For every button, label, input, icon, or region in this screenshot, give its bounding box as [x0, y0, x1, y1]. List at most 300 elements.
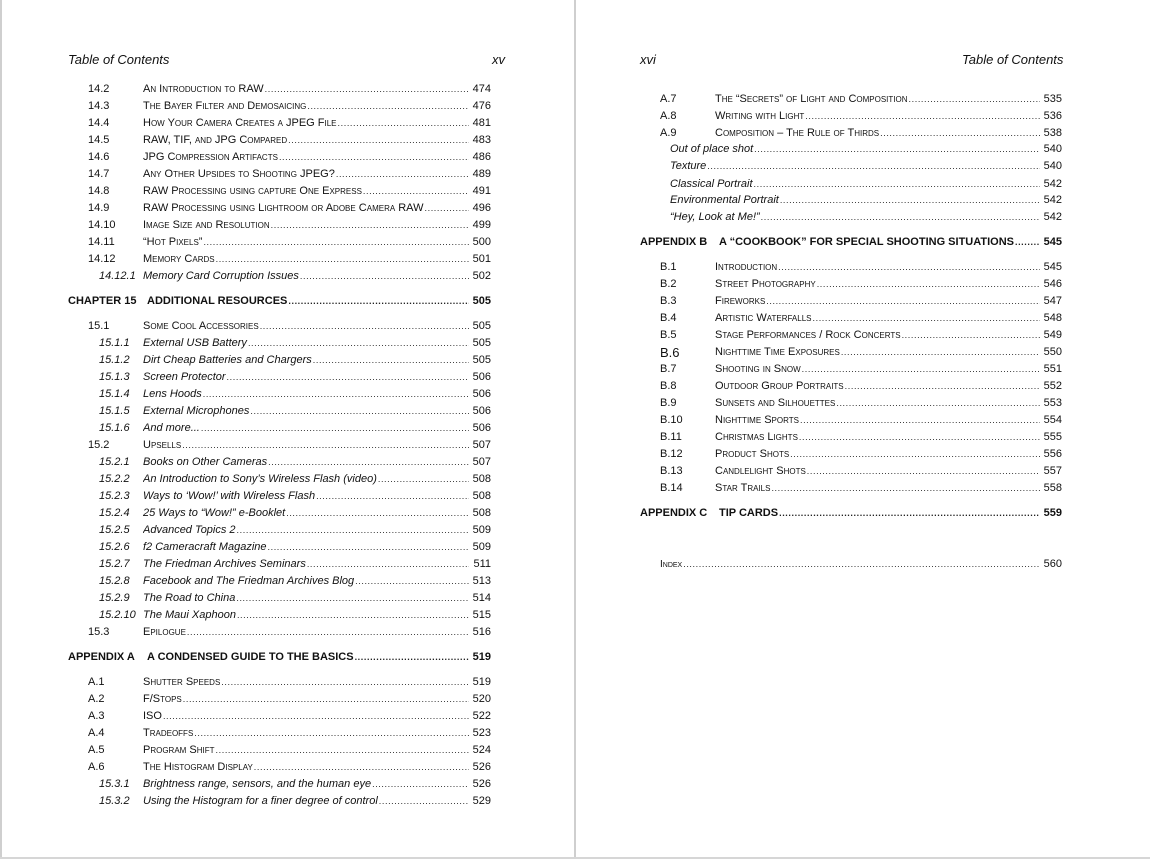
toc-entry-page: 550 — [1043, 346, 1062, 358]
toc-entry-page: 522 — [472, 710, 491, 722]
toc-entry — [68, 623, 491, 640]
toc-entry-title: Image Size and Resolution — [143, 219, 270, 231]
toc-entry-page: 519 — [472, 651, 491, 663]
toc-entry-number: 15.2 — [88, 439, 110, 451]
dot-leader — [201, 422, 469, 435]
toc-entry — [68, 402, 491, 419]
toc-entry-title: The Friedman Archives Seminars — [143, 558, 306, 570]
toc-entry-title: Advanced Topics 2 — [143, 524, 236, 536]
toc-entry-title: Out of place shot — [670, 143, 754, 155]
toc-entry-page: 526 — [472, 761, 491, 773]
toc-entry-page: 507 — [472, 439, 491, 451]
toc-entry-title: Star Trails — [715, 482, 771, 494]
toc-entry-title: Brightness range, sensors, and the human eye — [143, 778, 372, 790]
toc-entry-number: B.7 — [660, 363, 677, 375]
toc-entry-page: 506 — [472, 388, 491, 400]
toc-entry-number: A.3 — [88, 710, 105, 722]
toc-entry — [68, 606, 491, 623]
dot-leader — [378, 473, 469, 486]
toc-entry-number: 14.6 — [88, 151, 110, 163]
dot-leader — [300, 270, 469, 283]
toc-entry-title: “Hey, Look at Me!” — [670, 211, 760, 223]
toc-entry-page: 506 — [472, 371, 491, 383]
toc-entry — [68, 775, 491, 792]
toc-entry — [68, 648, 491, 665]
toc-entry — [68, 233, 491, 250]
dot-leader — [778, 261, 1040, 274]
toc-entry-title: The “Secrets” of Light and Composition — [715, 93, 908, 105]
dot-leader — [780, 194, 1040, 207]
toc-entry-title: Texture — [670, 160, 707, 172]
dot-leader — [182, 439, 469, 452]
dot-leader — [754, 143, 1040, 156]
toc-entry-title: The Maui Xaphoon — [143, 609, 236, 621]
toc-entry-number: A.6 — [88, 761, 105, 773]
toc-entry-number: 15.2.10 — [99, 609, 136, 621]
toc-entry — [68, 555, 491, 572]
dot-leader — [237, 524, 469, 537]
toc-entry — [640, 309, 1062, 326]
toc-entry-page: 529 — [472, 795, 491, 807]
toc-entry-page: 502 — [472, 270, 491, 282]
toc-entry-title: The Bayer Filter and Demosaicing — [143, 100, 307, 112]
dot-leader — [707, 160, 1040, 173]
toc-entry — [640, 377, 1062, 394]
toc-entry-page: 508 — [472, 507, 491, 519]
dot-leader — [163, 710, 469, 723]
toc-entry — [68, 470, 491, 487]
toc-entry-title: Facebook and The Friedman Archives Blog — [143, 575, 355, 587]
toc-entry-title: Memory Cards — [143, 253, 215, 265]
toc-entry-number: 15.1.2 — [99, 354, 130, 366]
toc-entry — [640, 326, 1062, 343]
toc-entry-title: Product Shots — [715, 448, 790, 460]
toc-entry-page: 501 — [472, 253, 491, 265]
dot-leader — [805, 110, 1040, 123]
left-header-page-number: xv — [492, 52, 505, 67]
dot-leader — [902, 329, 1040, 342]
toc-entry-page: 558 — [1043, 482, 1062, 494]
toc-entry-number: 15.1.4 — [99, 388, 130, 400]
toc-entry-number: CHAPTER 15 — [68, 295, 137, 307]
toc-entry-title: Ways to ‘Wow!’ with Wireless Flash — [143, 490, 316, 502]
toc-entry — [640, 292, 1062, 309]
toc-entry-title: Christmas Lights — [715, 431, 798, 443]
toc-entry-title: Any Other Upsides to Shooting JPEG? — [143, 168, 335, 180]
dot-leader — [425, 202, 470, 215]
toc-entry — [68, 368, 491, 385]
toc-entry-page: 545 — [1043, 236, 1062, 248]
toc-entry — [640, 462, 1062, 479]
toc-entry — [68, 521, 491, 538]
dot-leader — [307, 558, 469, 571]
toc-entry — [640, 360, 1062, 377]
toc-entry-number: B.11 — [660, 431, 682, 443]
toc-entry — [68, 80, 491, 97]
toc-entry-number: 15.2.5 — [99, 524, 130, 536]
toc-entry-title: An Introduction to Sony’s Wireless Flash (video) — [143, 473, 377, 485]
toc-entry-page: 481 — [472, 117, 491, 129]
toc-entry-title: RAW, TIF, and JPG Compared — [143, 134, 288, 146]
toc-entry-number: 14.12 — [88, 253, 116, 265]
toc-entry — [68, 165, 491, 182]
dot-leader — [336, 168, 469, 181]
toc-entry-page: 489 — [472, 168, 491, 180]
dot-leader — [355, 575, 469, 588]
toc-entry-title: Tradeoffs — [143, 727, 194, 739]
toc-entry-title: Epilogue — [143, 626, 186, 638]
toc-entry — [68, 148, 491, 165]
toc-entry — [68, 707, 491, 724]
toc-entry-number: 15.3.1 — [99, 778, 130, 790]
dot-leader — [288, 295, 469, 308]
dot-leader — [203, 388, 469, 401]
toc-entry-number: B.5 — [660, 329, 677, 341]
dot-leader — [216, 744, 469, 757]
toc-entry — [640, 394, 1062, 411]
toc-entry-number: APPENDIX B — [640, 236, 708, 248]
dot-leader — [800, 414, 1040, 427]
toc-entry-title: Some Cool Accessories — [143, 320, 259, 332]
toc-entry-number: A.1 — [88, 676, 105, 688]
toc-entry-number: 15.1.3 — [99, 371, 130, 383]
dot-leader — [1015, 236, 1040, 249]
toc-entry-number: B.13 — [660, 465, 683, 477]
toc-entry — [640, 90, 1062, 107]
toc-entry-number: B.12 — [660, 448, 683, 460]
dot-leader — [313, 354, 469, 367]
toc-entry-page: 509 — [472, 541, 491, 553]
toc-entry-title: A “COOKBOOK” FOR SPECIAL SHOOTING SITUATIONS — [719, 236, 1014, 248]
toc-entry — [68, 758, 491, 775]
toc-entry-number: B.3 — [660, 295, 677, 307]
toc-entry-page: 515 — [472, 609, 491, 621]
toc-entry-title: F/Stops — [143, 693, 182, 705]
toc-entry-page: 526 — [472, 778, 491, 790]
toc-entry — [640, 124, 1062, 141]
toc-entry — [68, 724, 491, 741]
toc-entry-title: RAW Processing using Lightroom or Adobe Camera RAW — [143, 202, 424, 214]
toc-entry-page: 555 — [1043, 431, 1062, 443]
toc-entry-number: 15.2.7 — [99, 558, 130, 570]
toc-entry-title: Outdoor Group Portraits — [715, 380, 844, 392]
toc-entry-page: 505 — [472, 354, 491, 366]
toc-entry — [68, 487, 491, 504]
dot-leader — [790, 448, 1040, 461]
toc-entry — [68, 351, 491, 368]
toc-entry — [640, 428, 1062, 445]
toc-entry-number: 15.2.9 — [99, 592, 130, 604]
toc-entry — [68, 292, 491, 309]
toc-entry-title: Writing with Light — [715, 110, 805, 122]
toc-entry-number: 14.10 — [88, 219, 116, 231]
toc-entry-number: 15.2.2 — [99, 473, 130, 485]
dot-leader — [221, 676, 469, 689]
toc-entry — [68, 419, 491, 436]
toc-entry-title: Composition – The Rule of Thirds — [715, 127, 880, 139]
dot-leader — [909, 93, 1040, 106]
toc-entry-title: Dirt Cheap Batteries and Chargers — [143, 354, 312, 366]
toc-entry-number: 14.2 — [88, 83, 110, 95]
toc-entry — [640, 343, 1062, 360]
toc-entry-number: A.4 — [88, 727, 105, 739]
toc-entry-title: Screen Protector — [143, 371, 226, 383]
toc-entry-number: A.9 — [660, 127, 677, 139]
toc-entry — [68, 334, 491, 351]
toc-entry-title: Fireworks — [715, 295, 766, 307]
toc-entry-title: Environmental Portrait — [670, 194, 779, 206]
toc-entry-number: 14.5 — [88, 134, 110, 146]
toc-entry-title: Using the Histogram for a finer degree of control — [143, 795, 378, 807]
toc-entry-number: 15.2.8 — [99, 575, 130, 587]
dot-leader — [841, 346, 1040, 359]
toc-entry-page: 547 — [1043, 295, 1062, 307]
dot-leader — [265, 83, 469, 96]
dot-leader — [288, 134, 469, 147]
toc-entry-title: An Introduction to RAW — [143, 83, 264, 95]
toc-entry — [68, 741, 491, 758]
toc-entry — [68, 538, 491, 555]
toc-entry-number: 15.2.3 — [99, 490, 130, 502]
dot-leader — [880, 127, 1040, 140]
toc-entry-page: 554 — [1043, 414, 1062, 426]
toc-entry-title: How Your Camera Creates a JPEG File — [143, 117, 337, 129]
toc-entry — [68, 792, 491, 809]
toc-entry-title: Index — [660, 559, 683, 570]
toc-entry-page: 519 — [472, 676, 491, 688]
toc-entry-number: 15.2.6 — [99, 541, 130, 553]
toc-entry-number: 15.1.6 — [99, 422, 130, 434]
toc-entry-title: Upsells — [143, 439, 182, 451]
toc-entry-number: B.2 — [660, 278, 677, 290]
toc-entry-page: 505 — [472, 337, 491, 349]
toc-entry-page: 508 — [472, 473, 491, 485]
toc-entry-number: 15.3.2 — [99, 795, 130, 807]
toc-entry-page: 542 — [1043, 178, 1062, 190]
toc-entry-page: 535 — [1043, 93, 1062, 105]
toc-entry — [640, 555, 1062, 572]
toc-entry-number: 15.2.4 — [99, 507, 130, 519]
dot-leader — [372, 778, 469, 791]
toc-entry-title: Stage Performances / Rock Concerts — [715, 329, 901, 341]
toc-entry-title: ADDITIONAL RESOURCES — [147, 295, 288, 307]
toc-entry-page: 513 — [472, 575, 491, 587]
right-header-title: Table of Contents — [962, 52, 1064, 67]
toc-entry — [640, 208, 1062, 225]
toc-entry-page: 523 — [472, 727, 491, 739]
toc-entry — [640, 157, 1062, 174]
toc-entry — [640, 275, 1062, 292]
toc-entry-number: APPENDIX A — [68, 651, 135, 663]
dot-leader — [236, 592, 469, 605]
toc-entry — [640, 233, 1062, 250]
dot-leader — [355, 651, 469, 664]
toc-entry-number: A.8 — [660, 110, 677, 122]
dot-leader — [813, 312, 1041, 325]
toc-entry — [68, 250, 491, 267]
toc-entry — [640, 107, 1062, 124]
toc-entry-number: 14.3 — [88, 100, 110, 112]
toc-entry-title: Sunsets and Silhouettes — [715, 397, 836, 409]
toc-entry — [68, 97, 491, 114]
toc-entry — [640, 175, 1062, 192]
toc-entry-title: f2 Cameracraft Magazine — [143, 541, 267, 553]
toc-entry — [68, 589, 491, 606]
toc-entry-page: 474 — [472, 83, 491, 95]
toc-entry — [68, 436, 491, 453]
dot-leader — [254, 761, 469, 774]
toc-entry-number: B.8 — [660, 380, 677, 392]
dot-leader — [268, 541, 470, 554]
toc-entry — [68, 216, 491, 233]
toc-entry-number: A.5 — [88, 744, 105, 756]
dot-leader — [248, 337, 469, 350]
toc-entry — [640, 258, 1062, 275]
dot-leader — [260, 320, 469, 333]
toc-entry-title: A CONDENSED GUIDE TO THE BASICS — [147, 651, 354, 663]
toc-entry — [68, 690, 491, 707]
dot-leader — [779, 507, 1040, 520]
toc-entry-page: 520 — [472, 693, 491, 705]
toc-entry-title: Lens Hoods — [143, 388, 202, 400]
dot-leader — [761, 211, 1040, 224]
dot-leader — [836, 397, 1040, 410]
dot-leader — [227, 371, 469, 384]
toc-entry-number: B.14 — [660, 482, 683, 494]
toc-entry-page: 552 — [1043, 380, 1062, 392]
toc-entry-title: Introduction — [715, 261, 778, 273]
toc-entry-title: Books on Other Cameras — [143, 456, 268, 468]
toc-entry-title: Artistic Waterfalls — [715, 312, 812, 324]
toc-entry — [68, 182, 491, 199]
dot-leader — [683, 558, 1040, 571]
toc-entry — [68, 199, 491, 216]
dot-leader — [203, 236, 469, 249]
dot-leader — [271, 219, 469, 232]
toc-entry-page: 549 — [1043, 329, 1062, 341]
toc-entry-page: 505 — [472, 295, 491, 307]
toc-entry — [68, 114, 491, 131]
toc-entry-title: Shutter Speeds — [143, 676, 221, 688]
dot-leader — [237, 609, 469, 622]
toc-entry — [640, 411, 1062, 428]
toc-entry-title: Shooting in Snow — [715, 363, 801, 375]
toc-entry-number: 14.7 — [88, 168, 110, 180]
toc-entry-title: Street Photography — [715, 278, 816, 290]
toc-entry-title: Memory Card Corruption Issues — [143, 270, 299, 282]
dot-leader — [307, 100, 469, 113]
dot-leader — [268, 456, 469, 469]
toc-entry-page: 507 — [472, 456, 491, 468]
dot-leader — [316, 490, 469, 503]
toc-entry-number: 15.1.5 — [99, 405, 130, 417]
toc-entry — [68, 572, 491, 589]
toc-entry-title: ISO — [143, 710, 162, 722]
toc-entry — [640, 504, 1062, 521]
toc-entry-page: 548 — [1043, 312, 1062, 324]
dot-leader — [817, 278, 1040, 291]
dot-leader — [363, 185, 469, 198]
toc-entry-number: B.4 — [660, 312, 677, 324]
toc-entry — [640, 445, 1062, 462]
dot-leader — [766, 295, 1040, 308]
toc-entry-page: 545 — [1043, 261, 1062, 273]
toc-entry-page: 556 — [1043, 448, 1062, 460]
right-page — [576, 0, 1150, 859]
toc-entry — [640, 479, 1062, 496]
toc-entry-page: 476 — [472, 100, 491, 112]
toc-entry — [68, 131, 491, 148]
toc-entry-page: 546 — [1043, 278, 1062, 290]
left-header-title: Table of Contents — [68, 52, 170, 67]
toc-entry-number: 15.3 — [88, 626, 110, 638]
dot-leader — [216, 253, 469, 266]
toc-entry-page: 511 — [473, 558, 491, 570]
dot-leader — [771, 482, 1040, 495]
toc-entry-number: B.9 — [660, 397, 677, 409]
toc-entry-title: JPG Compression Artifacts — [143, 151, 278, 163]
toc-entry-page: 516 — [472, 626, 491, 638]
toc-entry — [68, 267, 491, 284]
toc-entry-page: 557 — [1043, 465, 1062, 477]
toc-entry-page: 508 — [472, 490, 491, 502]
dot-leader — [279, 151, 469, 164]
right-header-page-number: xvi — [640, 52, 656, 67]
toc-entry-title: External Microphones — [143, 405, 250, 417]
toc-entry-page: 506 — [472, 422, 491, 434]
toc-entry-page: 491 — [472, 185, 491, 197]
toc-entry-title: TIP CARDS — [719, 507, 779, 519]
toc-entry-title: External USB Battery — [143, 337, 247, 349]
toc-entry — [68, 317, 491, 334]
toc-entry-page: 542 — [1043, 211, 1062, 223]
toc-entry-page: 551 — [1043, 363, 1062, 375]
toc-entry-number: 15.1 — [88, 320, 110, 332]
toc-entry-title: Nighttime Time Exposures — [715, 346, 840, 358]
toc-entry-title: Candlelight Shots — [715, 465, 806, 477]
toc-entry-page: 540 — [1043, 143, 1062, 155]
toc-entry-title: The Histogram Display — [143, 761, 253, 773]
toc-entry-page: 540 — [1043, 160, 1062, 172]
toc-entry-page: 553 — [1043, 397, 1062, 409]
toc-entry-page: 506 — [472, 405, 491, 417]
toc-entry-title: “Hot Pixels” — [143, 236, 203, 248]
dot-leader — [338, 117, 469, 130]
toc-entry-number: A.7 — [660, 93, 677, 105]
dot-leader — [187, 626, 469, 639]
toc-entry-title: Classical Portrait — [670, 178, 753, 190]
toc-entry-number: 14.12.1 — [99, 270, 136, 282]
toc-entry-page: 536 — [1043, 110, 1062, 122]
toc-entry — [68, 453, 491, 470]
toc-entry-title: RAW Processing using capture One Express — [143, 185, 362, 197]
toc-entry — [640, 140, 1062, 157]
dot-leader — [194, 727, 469, 740]
dot-leader — [802, 363, 1040, 376]
toc-entry-page: 538 — [1043, 127, 1062, 139]
toc-entry-page: 559 — [1043, 507, 1062, 519]
toc-entry-title: The Road to China — [143, 592, 236, 604]
dot-leader — [845, 380, 1040, 393]
toc-entry-page: 542 — [1043, 194, 1062, 206]
toc-entry-page: 483 — [472, 134, 491, 146]
dot-leader — [799, 431, 1040, 444]
dot-leader — [183, 693, 469, 706]
toc-entry-number: B.1 — [660, 261, 677, 273]
toc-entry-page: 514 — [472, 592, 491, 604]
toc-entry-page: 505 — [472, 320, 491, 332]
toc-entry-number: 14.11 — [88, 236, 115, 248]
